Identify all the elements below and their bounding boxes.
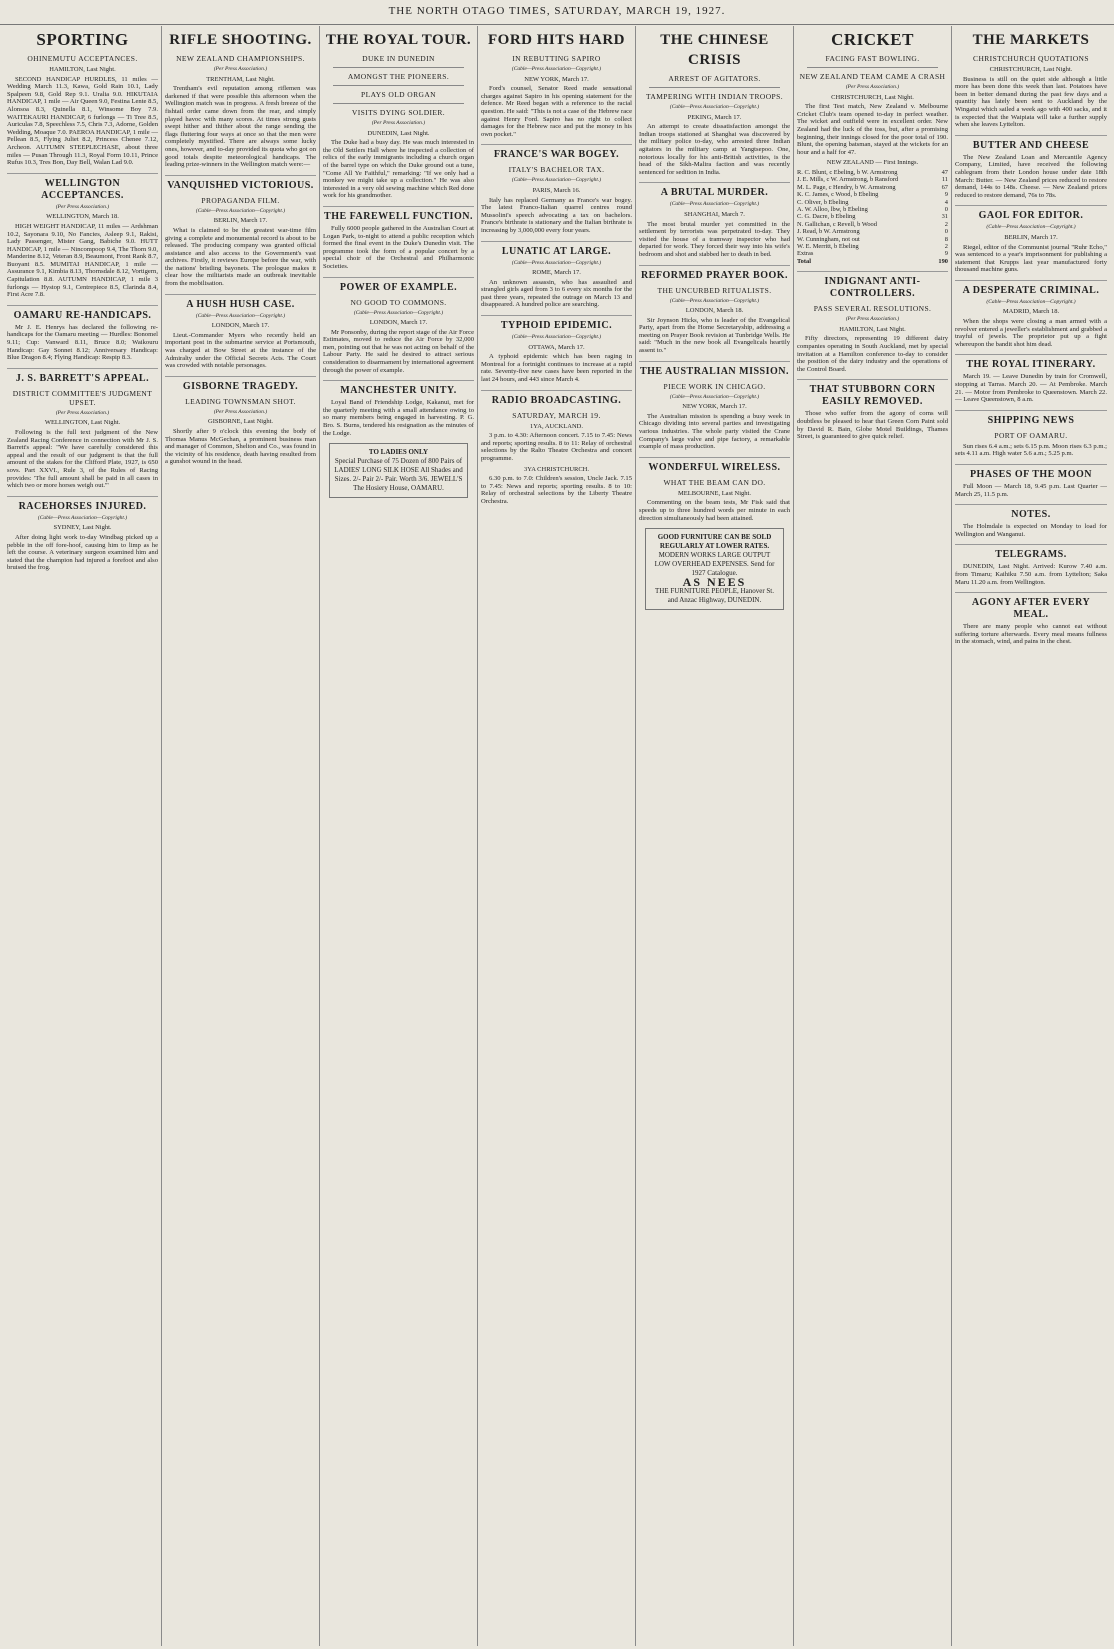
heading-power-of-example: POWER OF EXAMPLE.	[323, 277, 474, 294]
subheading: NEW ZEALAND TEAM CAME A CRASH	[799, 72, 946, 81]
press-association-note: (Per Press Association.)	[845, 316, 900, 323]
score-row	[797, 199, 948, 206]
column-ford-hits-hard	[478, 26, 636, 1646]
article-body: The Australian mission is spending a busy week in Chicago dividing into several parties and investigating various industries. The whole party visited the Crane Company's large valve and pipe factory, a remarkable example of mass production.	[639, 412, 790, 451]
innings-heading: NEW ZEALAND — First Innings.	[826, 159, 919, 167]
ad-footer: THE FURNITURE PEOPLE, Hanover St. and Anzac Highway, DUNEDIN.	[655, 587, 774, 605]
heading-chinese-crisis: THE CHINESE CRISIS	[660, 32, 769, 68]
divider	[333, 103, 464, 104]
heading-oamaru-rehandicaps: OAMARU RE-HANDICAPS.	[7, 305, 158, 322]
subheading: PORT OF OAMARU.	[994, 430, 1068, 440]
heading-shipping-news: SHIPPING NEWS	[955, 410, 1107, 427]
dateline: CHRISTCHURCH, Last Night.	[989, 66, 1073, 73]
dateline: SYDNEY, Last Night.	[53, 524, 112, 532]
heading-radio-broadcasting: RADIO BROADCASTING.	[481, 390, 632, 407]
subheading: AMONGST THE PIONEERS.	[347, 72, 450, 81]
score-row	[797, 250, 948, 257]
heading-royal-itinerary: THE ROYAL ITINERARY.	[955, 354, 1107, 371]
article-body: Riegel, editor of the Communist journal "Ruhr Echo," was sentenced to a year's imprisonment for publishing a statement that Krupps last year manufactured forty thousand machine guns.	[955, 243, 1107, 274]
cable-note: (Cable—Press Association—Copyright.)	[511, 66, 602, 72]
batsman: N. Gallichan, c Revell, b Wood	[797, 220, 877, 228]
dateline: GISBORNE, Last Night.	[208, 418, 273, 426]
article-body: An attempt to create dissatisfaction amongst the Indian troops stationed at Shanghai was discovered by the military police to-day, who arrested three Indian agitators in the military camp at Yangtsepoo. One, notorious locally for his anti-British activities, is the head of the Sikh-Malira faction and was recently sentenced for sedition in India.	[639, 123, 790, 176]
dateline: PEKING, March 17.	[687, 113, 742, 121]
heading-brutal-murder: A BRUTAL MURDER.	[639, 182, 790, 199]
cable-note: (Cable—Press Association—Copyright.)	[669, 201, 760, 208]
divider	[333, 67, 464, 68]
article-body: Commenting on the beam tests, Mr Fisk said that speeds up to three hundred words per minute in each direction simultaneously had been attained.	[639, 499, 790, 522]
dateline: CHRISTCHURCH, Last Night.	[831, 93, 914, 101]
article-body: Business is still on the quiet side although a little more has been done this week than last. Potatoes have been in better demand during the past few days and a quantity has lately been sent to Auckland by the Wingatui which sailed a week ago with 400 sacks, and it is expected that the Waipiata will take a further supply when she leaves Lyttelton.	[955, 75, 1107, 129]
runs: 9	[944, 191, 948, 199]
dateline: BERLIN, March 17.	[213, 217, 268, 225]
heading-sporting: SPORTING	[36, 30, 129, 49]
subheading: DISTRICT COMMITTEE'S JUDGMENT UPSET.	[12, 388, 153, 407]
article-body: Mr Ponsonby, during the report stage of the Air Force Estimates, moved to reduce the Air Force by 32,000 men, pointing out that he was not acting on behalf of the Labour Party. He said he desired to attract serious consideration to disarmament by international agreement through the power of example.	[323, 328, 474, 374]
press-association-note: (Per Press Association.)	[213, 66, 268, 72]
dateline: LONDON, March 17.	[211, 322, 270, 330]
heading-reformed-prayer-book: REFORMED PRAYER BOOK.	[639, 265, 790, 282]
batsman: K. C. James, c Wood, b Ebeling	[797, 191, 879, 199]
article-body: Ford's counsel, Senator Reed made sensational charges against Sapiro in his opening statement for the defence. Mr Reed began with a reference to the racial question. He said: "This is not a case of the Hebrew race against Henry Ford. Sapiro has no right to collect damages for the Hebrew race and put the money in his own pocket."	[481, 85, 632, 138]
heading-racehorses-injured: RACEHORSES INJURED.	[7, 496, 158, 513]
dateline: HAMILTON, Last Night.	[49, 66, 116, 73]
ad-body: MODERN WORKS LARGE OUTPUT LOW OVERHEAD EXPENSES. Send for 1927 Catalogue.	[654, 551, 775, 578]
article-body: Fully 6000 people gathered in the Australian Court at Logan Park, to-night to attend a public reception which formed the final event in the Duke's Dunedin visit. The programme took the form of a popular concert by a special choir of the Orchestral and Philharmonic Societies.	[323, 224, 474, 270]
article-body: Sir Joynson Hicks, who is leader of the Evangelical Party, apart from the Home Secretaryship, addressing a meeting on Prayer Book revision at Tunbridge Wells. He said: "Much in the new book all Evangelicals heartily assent to."	[639, 316, 790, 355]
cable-note: (Cable—Press Association—Copyright.)	[669, 104, 760, 110]
heading-typhoid-epidemic: TYPHOID EPIDEMIC.	[481, 315, 632, 332]
article-body: Trentham's evil reputation among riflemen was darkened if that were possible this afternoon when the Wellington match was in progress. A fresh breeze of the fishtail order came down from the rear, and simply played havoc with many scores. At times strong gusts swept hither and thither about the range sending the flags fluttering four ways at once so that the men were completely mystified. There are always some lucky ones, however, and to-day provided its quota who got on good totals despite meteorological handicaps. The leading prize-winners in the Wellington match were:—	[165, 85, 316, 169]
subheading: PROPAGANDA FILM.	[201, 195, 280, 205]
press-association-note: (Per Press Association.)	[213, 408, 268, 415]
ad-title: GOOD FURNITURE CAN BE SOLD REGULARLY AT LOWER RATES.	[657, 533, 772, 551]
subheading: PIECE WORK IN CHICAGO.	[663, 381, 766, 391]
score-row	[797, 169, 948, 176]
dateline: WELLINGTON, March 18.	[46, 213, 119, 221]
article-body: The most brutal murder yet committed in the settlement by terrorists was perpetrated to-day. They visited the house of a tramway inspector who had departed for work. They forced their way into his wife's bedroom and shot and stabbed her to death in bed.	[639, 220, 790, 258]
article-body: Those who suffer from the agony of corns will doubtless be pleased to hear that Green Corn Paint sold by David R. Bain, Globe Motel Buildings, Thames Street, is guaranteed to give quick relief.	[797, 410, 948, 441]
runs: 11	[941, 176, 948, 184]
advertisement-furniture	[645, 528, 784, 610]
article-body: Italy has replaced Germany as France's war bogey. The latest Franco-Italian quarrel centres round Mussolini's speech advocating a tax on bachelors. France's birthrate is stationary and the Italian birthrate is increasing by 3,000,000 every four years.	[481, 196, 632, 234]
article-body: Fifty directors, representing 19 different dairy companies operating in South Auckland, met by special invitation at a Hamilton conference to-day to consider the position of the dairy industry and the operations of the Control Board.	[797, 335, 948, 373]
press-association-note: (Per Press Association.)	[371, 120, 426, 126]
heading-butter-and-cheese: BUTTER AND CHEESE	[955, 135, 1107, 152]
cable-note: (Cable—Press Association—Copyright.)	[986, 224, 1076, 231]
column-markets	[952, 26, 1110, 1646]
cable-note: (Cable—Press Association—Copyright.)	[669, 393, 760, 400]
subheading: CHRISTCHURCH QUOTATIONS	[973, 54, 1089, 63]
dateline: ROME, March 17.	[532, 269, 581, 277]
dateline: MADRID, March 18.	[1002, 308, 1060, 316]
station-name: 1YA, AUCKLAND.	[530, 422, 583, 430]
runs: 0	[944, 205, 948, 213]
heading-hush-hush-case: A HUSH HUSH CASE.	[165, 294, 316, 311]
total-runs: 190	[938, 257, 948, 265]
subheading: TAMPERING WITH INDIAN TROOPS.	[646, 92, 783, 101]
dateline: OTTAWA, March 17.	[528, 343, 585, 351]
cable-note: (Cable—Press Association—Copyright.)	[986, 298, 1076, 305]
article-body: The New Zealand Loan and Mercantile Agency Company, Limited, have received the following cablegram from their London house under date 18th March: Butter. — New Zealand prices reduced to restore demand, 144s to 148s. Cheese. — New Zealand prices reduced to restore demand, 76s to 78s.	[955, 153, 1107, 199]
subheading: ITALY'S BACHELOR TAX.	[508, 165, 605, 175]
heading-australian-mission: THE AUSTRALIAN MISSION.	[639, 361, 790, 378]
subheading: THE UNCURBED RITUALISTS.	[657, 285, 772, 295]
column-royal-tour	[320, 26, 478, 1646]
cable-note: (Cable—Press Association—Copyright.)	[669, 297, 760, 304]
dateline: PARIS, March 16.	[532, 186, 581, 194]
station-name: 3YA CHRISTCHURCH.	[523, 465, 589, 473]
heading-frances-war-bogey: FRANCE'S WAR BOGEY.	[481, 144, 632, 161]
batsman: J. Read, b W. Armstrong	[797, 228, 860, 236]
dateline: LONDON, March 17.	[369, 319, 428, 327]
article-body: 3 p.m. to 4.30: Afternoon concert. 7.15 to 7.45: News and reports; sporting results. 8 to 11: Relay of orchestral selections by the Ralto Theatre Orchestra and concert programme.	[481, 432, 632, 462]
heading-wonderful-wireless: WONDERFUL WIRELESS.	[639, 457, 790, 474]
dateline: SHANGHAI, March 7.	[684, 210, 745, 218]
score-row	[797, 206, 948, 213]
article-body: There are many people who cannot eat without suffering torture afterwards. Every meal means fullness in the stomach, wind, and pains in the chest.	[955, 623, 1107, 646]
runs: 8	[944, 235, 948, 243]
article-body: DUNEDIN, Last Night. Arrived: Kurow 7.40 a.m. from Timaru; Kaihiku 7.50 a.m. from Lyttelton; Saka Maru 11.20 a.m. from Wellington.	[955, 563, 1107, 586]
article-body: March 19. — Leave Dunedin by train for Cromwell, stopping at Tarras. March 20. — At Pembroke. March 21. — Motor from Pembroke to Queenstown. March 22. — Leave Queenstown, 8 a.m.	[955, 373, 1107, 404]
runs: 67	[941, 183, 948, 191]
runs: 47	[941, 168, 948, 176]
score-row	[797, 191, 948, 198]
runs: 2	[944, 220, 948, 228]
article-body: Lieut.-Commander Myers who recently held an important post in the submarine service at Portsmouth, was charged at Bow Street at the instance of the Admiralty under the Official Secrets Acts. The Court was crowded with notable personages.	[165, 331, 316, 370]
heading-cricket: CRICKET	[831, 30, 914, 49]
subheading: FACING FAST BOWLING.	[825, 54, 920, 63]
heading-vanquished-victorious: VANQUISHED VICTORIOUS.	[165, 175, 316, 192]
subheading: WHAT THE BEAM CAN DO.	[663, 477, 766, 487]
press-association-note: (Per Press Association.)	[55, 409, 110, 416]
subheading: NO GOOD TO COMMONS.	[350, 297, 447, 307]
cable-note: (Cable—Press Association—Copyright.)	[195, 312, 286, 319]
dateline: NEW YORK, March 17.	[524, 75, 589, 83]
batsman: C. Oliver, b Ebeling	[797, 198, 849, 206]
runs: 4	[944, 198, 948, 206]
divider	[649, 87, 780, 88]
heading-wellington-acceptances: WELLINGTON ACCEPTANCES.	[7, 173, 158, 202]
article-body: The first Test match, New Zealand v. Melbourne Cricket Club's team opened to-day in perfect weather. The wicket and outfield were in excellent order. New Zealand had the luck of the toss, but, after a promising beginning, their innings closed for the poor total of 190. Blunt, the opening batsman, stayed at the wickets for an hour and a half for 47.	[797, 103, 948, 156]
runs: 2	[944, 243, 948, 250]
runs: 9	[944, 250, 948, 258]
score-total	[797, 258, 948, 265]
score-row	[797, 228, 948, 235]
article-body: Mr J. E. Henrys has declared the following re-handicaps for the Oamaru meeting — Hurdles: Bonomel 9.11; Cup: Vanward 8.11, Bruce 8.0; Waikouru Handicap: Gay Sonnet 8.12; Anniversary Handicap: Blue Dragon 8.4; Flying Handicap: Respip 8.3.	[7, 323, 158, 362]
heading-desperate-criminal: A DESPERATE CRIMINAL.	[955, 280, 1107, 297]
scorecard	[797, 169, 948, 265]
subheading: DUKE IN DUNEDIN	[362, 54, 435, 63]
heading-ford-hits-hard: FORD HITS HARD	[487, 32, 625, 48]
article-body: The Duke had a busy day. He was much interested in the Old Settlers Hall where he inspected a collection of relics of the early immigrants including a church organ of the barrel type on which the Duke ground out a tune, "Come All Ye Faithful," remarking: "If we only had a monkey we might take up a collection." He was also interested in a very old sewing machine which Red done work for his grandmother.	[323, 139, 474, 200]
score-row	[797, 243, 948, 250]
batsman: W. Cunningham, not out	[797, 235, 860, 243]
score-row	[797, 184, 948, 191]
article-body: 6.30 p.m. to 7.0: Children's session, Uncle Jack. 7.15 to 7.45: News and reports; sporting results. 8 to 10: Relay of orchestral selections by the Liberty Theatre Orchestra.	[481, 475, 632, 505]
heading-phases-of-moon: PHASES OF THE MOON	[955, 464, 1107, 481]
score-row	[797, 213, 948, 220]
article-body: SECOND HANDICAP HURDLES, 11 miles — Wedding March 11.3, Kawa, Gold Rain 10.1, Lady Spalpeen 9.8, Gold Rep 9.1. Uralia 9.0. HIKUTAIA HANDICAP, 1 mile — Air Queen 9.0, Festina Lente 8.5, Alonsoa 8.3, Quinella 8.1, Winsome Boy 7.9. WAITEKAURI HANDICAP, 6 furlongs — Ti Tree 8.5, Auriculas 7.8, Speechless 7.5, Chris 7.3, Adorne, Golden Wedding, Moaque 7.0. PAEROA HANDICAP, 1 mile — Pellean 8.5, Flying Juliet 8.2, Princess Chenee 7.12, Archeon. AUTUMN STEEPLECHASE, about three miles — Pusan Through 11.3, Royal Form 10.11, Prince Rufus 10.3, Tres Bon, Day Bell, Walan Lad 9.0.	[7, 75, 158, 167]
press-association-note: (Per Press Association.)	[845, 84, 900, 90]
heading-agony-after-meal: AGONY AFTER EVERY MEAL.	[955, 592, 1107, 621]
subheading: ARREST OF AGITATORS.	[668, 74, 761, 83]
dateline: BERLIN, March 17.	[1004, 233, 1058, 241]
dateline: NEW YORK, March 17.	[682, 403, 747, 411]
heading-barretts-appeal: J. S. BARRETT'S APPEAL.	[7, 368, 158, 385]
heading-lunatic-at-large: LUNATIC AT LARGE.	[481, 241, 632, 258]
cable-note: (Cable—Press Association—Copyright.)	[353, 309, 444, 316]
cable-note: (Cable—Press Association—Copyright.)	[511, 177, 602, 184]
article-body: A typhoid epidemic which has been raging in Montreal for a fortnight continues to increase at a rapid rate. Seventy-five new cases have been reported in the last 24 hours, and 443 since March 4.	[481, 353, 632, 384]
divider	[807, 67, 938, 68]
batsman: A. W. Alloo, lbw, b Ebeling	[797, 205, 868, 213]
batsman: W. E. Merritt, b Ebeling	[797, 243, 859, 250]
advertisement-ladies-hose	[329, 443, 468, 498]
subheading-ohinemutu: OHINEMUTU ACCEPTANCES.	[27, 54, 138, 63]
column-cricket	[794, 26, 952, 1646]
dateline: DUNEDIN, Last Night.	[367, 129, 430, 137]
heading-anti-controllers: INDIGNANT ANTI-CONTROLLERS.	[797, 271, 948, 300]
score-row	[797, 236, 948, 243]
article-body: The Holmdale is expected on Monday to load for Wellington and Wanganui.	[955, 523, 1107, 538]
ad-brand: AS NEES	[682, 575, 747, 590]
ad-body: Special Purchase of 75 Dozen of 800 Pairs of LADIES' LONG SILK HOSE All Shades and Sizes. 2/- Pair 2/- Pair. Worth 3/6. JEWELL'S The Hosiery House, OAMARU.	[334, 457, 463, 493]
dateline: LONDON, March 18.	[685, 307, 744, 315]
article-body: Sun rises 6.4 a.m.; sets 6.15 p.m. Moon rises 6.3 p.m.; sets 4.11 a.m. High water 5.6 a.m.; 5.25 p.m.	[955, 442, 1107, 458]
heading-gisborne-tragedy: GISBORNE TRAGEDY.	[165, 376, 316, 393]
heading-stubborn-corn: THAT STUBBORN CORN EASILY REMOVED.	[797, 379, 948, 408]
heading-farewell-function: THE FAREWELL FUNCTION.	[323, 206, 474, 223]
runs: 31	[941, 213, 948, 221]
subheading: NEW ZEALAND CHAMPIONSHIPS.	[176, 54, 305, 63]
article-body: After doing light work to-day Windbag picked up a pebble in the off fore-hoof, causing him to limp as he left the course. A veterinary surgeon examined him and stated that the champion had injured a forefoot and also bruised the frog.	[7, 533, 158, 572]
article-body: HIGH WEIGHT HANDICAP, 11 miles — Ardshman 10.2, Sayonara 9.10, No Fancies, Asleep 9.1, Rakisi, Lady Passenger, Mister Gang, Babiche 9.0. HUTT HANDICAP, 1 mile — Nincompoop 9.4, The Thorn 9.0, Manderine 8.12, Veteran 8.9, Beaumont, Front Rank 8.7, Buoyant 8.5. MUMITAI HANDICAP, 1 mile — Assurance 9.1, Kimbia 8.13, Thornsdale 8.12, Vortigern, Capitulation 8.8. AUTUMN HANDICAP, 1 mile 3 furlongs — Hystop 9.1, Centrepiece 8.5, Clarinda 8.4, First Acre 7.8.	[7, 222, 158, 299]
extras: Extras	[797, 250, 814, 258]
cable-note: (Cable—Press Association—Copyright.)	[511, 259, 602, 266]
press-association-note: (Per Press Association.)	[55, 203, 110, 210]
dateline: MELBOURNE, Last Night.	[678, 489, 751, 497]
dateline: WELLINGTON, Last Night.	[44, 419, 121, 427]
heading-manchester-unity: MANCHESTER UNITY.	[323, 380, 474, 397]
article-body: An unknown assassin, who has assaulted and strangled girls aged from 3 to 6 every six months for the past three years, repeated the outrage on March 13 and disappeared. A hundred police are searching.	[481, 278, 632, 309]
article-body: What is claimed to be the greatest war-time film giving a complete and monumental record is about to be released. The producing company was granted official assistance and also access to the Government's vast archives. Firstly, it reviews Europe before the war, with the nations' bristling bayonets. The prologue makes it clear how the militarists made an outbreak inevitable from the mobilisation.	[165, 226, 316, 288]
column-chinese-crisis	[636, 26, 794, 1646]
column-rifle-shooting	[162, 26, 320, 1646]
total-label: Total	[797, 257, 811, 265]
article-body: Full Moon — March 18, 9.45 p.m. Last Quarter — March 25, 11.5 p.m.	[955, 483, 1107, 498]
heading-telegrams: TELEGRAMS.	[955, 544, 1107, 561]
subheading: PASS SEVERAL RESOLUTIONS.	[813, 304, 932, 314]
score-row	[797, 176, 948, 183]
batsman: R. C. Blunt, c Ebeling, b W. Armstrong	[797, 168, 898, 176]
subheading: LEADING TOWNSMAN SHOT.	[185, 396, 296, 406]
heading-markets: THE MARKETS	[972, 32, 1090, 48]
subheading: VISITS DYING SOLDIER.	[351, 108, 446, 117]
subheading: SATURDAY, MARCH 19.	[512, 410, 601, 420]
article-body: Shortly after 9 o'clock this evening the body of Thomas Manus McGechan, a prominent business man and manager of Common, Shelton and Co., was found in the vicinity of his residence, death having resulted from a gunshot wound in the head.	[165, 428, 316, 466]
divider	[333, 85, 464, 86]
cable-note: (Cable—Press Association—Copyright.)	[511, 334, 602, 341]
batsman: J. E. Mills, c W. Armstrong, b Ransford	[797, 176, 899, 184]
article-body: Following is the full text judgment of the New Zealand Racing Conference in connection with Mr J. S. Barrett's appeal: "We have carefully considered this appeal and the result of our judgment is that the full amount of the stakes for the Clifford Plate, 1927, is 650 sovs. Part XXVI., Rule 3, of the Rules of Racing provides: 'The full amount shall be paid in all cases in which two or more horses weigh out.'"	[7, 429, 158, 490]
cable-note: (Cable—Press Association—Copyright.)	[37, 514, 128, 521]
heading-gaol-for-editor: GAOL FOR EDITOR.	[955, 205, 1107, 222]
column-sporting	[4, 26, 162, 1646]
batsman: C. G. Dacre, b Ebeling	[797, 213, 856, 221]
article-body: When the shops were closing a man armed with a revolver entered a jeweller's establishment and grabbed a trayful of jewels. The proprietor put up a fight whereupon the bandit shot him dead.	[955, 318, 1107, 348]
runs: 0	[944, 228, 948, 236]
dateline: HAMILTON, Last Night.	[839, 325, 906, 333]
batsman: M. L. Page, c Hendry, b W. Armstrong	[797, 183, 896, 191]
dateline: TRENTHAM, Last Night.	[206, 75, 275, 83]
subheading: IN REBUTTING SAPIRO	[512, 54, 601, 63]
heading-notes: NOTES.	[955, 504, 1107, 521]
score-row	[797, 221, 948, 228]
article-body: Loyal Band of Friendship Lodge, Kakanui, met for the quarterly meeting with a small attendance owing to so many members being engaged in harvesting. P. G. Bro. S. Burns, tendered his resignation as the minutes of the Lodge.	[323, 399, 474, 437]
heading-rifle-shooting: RIFLE SHOOTING.	[169, 32, 312, 48]
heading-royal-tour: THE ROYAL TOUR.	[325, 32, 472, 48]
newspaper-page	[4, 26, 1110, 1646]
masthead: THE NORTH OTAGO TIMES, SATURDAY, MARCH 19, 1927.	[0, 0, 1114, 25]
cable-note: (Cable—Press Association—Copyright.)	[195, 207, 286, 214]
ad-title: TO LADIES ONLY	[368, 448, 429, 457]
subheading: PLAYS OLD ORGAN	[361, 90, 436, 99]
